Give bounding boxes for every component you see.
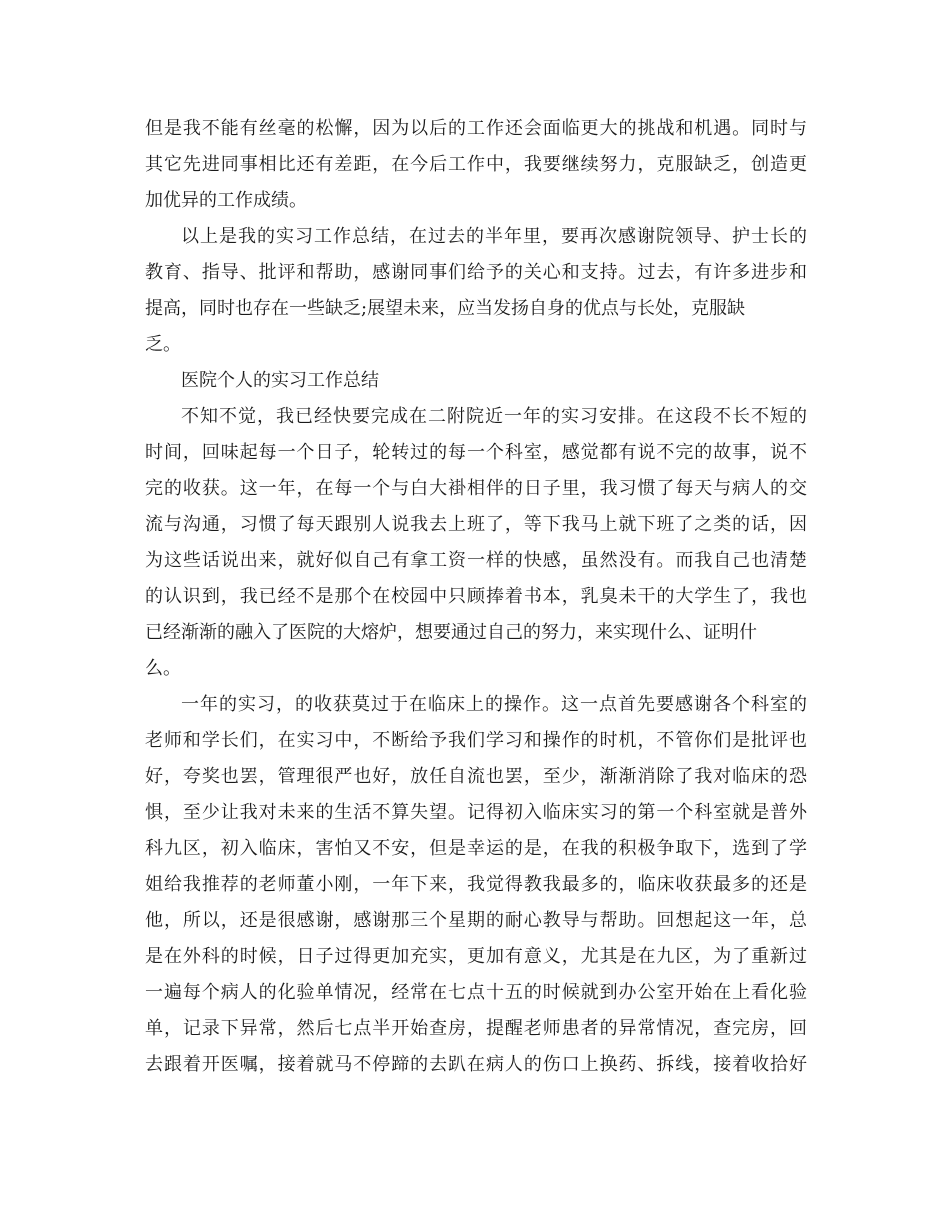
text-line: 不知不觉，我已经快要完成在二附院近一年的实习安排。在这段不长不短的 (181, 406, 807, 427)
document-body (145, 111, 807, 1083)
text-line: 其它先进同事相比还有差距，在今后工作中，我要继续努力，克服缺乏，创造更 (145, 154, 807, 175)
section-heading: 医院个人的实习工作总结 (181, 370, 379, 391)
text-line: 以上是我的实习工作总结，在过去的半年里，要再次感谢院领导、护士长的 (181, 226, 807, 247)
text-line: 的认识到，我已经不是那个在校园中只顾捧着书本，乳臭未干的大学生了，我也 (145, 586, 807, 607)
text-line: 时间，回味起每一个日子，轮转过的每一个科室，感觉都有说不完的故事，说不 (145, 442, 807, 463)
text-line: 一遍每个病人的化验单情况，经常在七点十五的时候就到办公室开始在上看化验 (145, 982, 807, 1003)
text-line: 么。 (145, 658, 181, 679)
text-line: 好，夸奖也罢，管理很严也好，放任自流也罢，至少，渐渐消除了我对临床的恐 (145, 766, 807, 787)
text-line: 流与沟通，习惯了每天跟别人说我去上班了，等下我马上就下班了之类的话，因 (145, 514, 807, 535)
text-line: 一年的实习，的收获莫过于在临床上的操作。这一点首先要感谢各个科室的 (181, 694, 807, 715)
text-line: 为这些话说出来，就好似自己有拿工资一样的快感，虽然没有。而我自己也清楚 (145, 550, 807, 571)
text-line: 姐给我推荐的老师董小刚，一年下来，我觉得教我最多的，临床收获最多的还是 (145, 874, 807, 895)
text-line: 科九区，初入临床，害怕又不安，但是幸运的是，在我的积极争取下，选到了学 (145, 838, 807, 859)
text-line: 老师和学长们，在实习中，不断给予我们学习和操作的时机，不管你们是批评也 (145, 730, 807, 751)
text-line: 去跟着开医嘱，接着就马不停蹄的去趴在病人的伤口上换药、拆线，接着收拾好 (145, 1054, 807, 1075)
text-line: 单，记录下异常，然后七点半开始查房，提醒老师患者的异常情况，查完房，回 (145, 1018, 807, 1039)
text-line: 惧，至少让我对未来的生活不算失望。记得初入临床实习的第一个科室就是普外 (145, 802, 807, 823)
text-line: 加优异的工作成绩。 (145, 190, 307, 211)
text-line: 完的收获。这一年，在每一个与白大褂相伴的日子里，我习惯了每天与病人的交 (145, 478, 807, 499)
text-line: 提高，同时也存在一些缺乏;展望未来，应当发扬自身的优点与长处，克服缺 (145, 298, 746, 319)
text-line: 已经渐渐的融入了医院的大熔炉，想要通过自己的努力，来实现什么、证明什 (145, 622, 757, 643)
text-line: 乏。 (145, 334, 181, 355)
text-line: 教育、指导、批评和帮助，感谢同事们给予的关心和支持。过去，有许多进步和 (145, 262, 807, 283)
text-line: 他，所以，还是很感谢，感谢那三个星期的耐心教导与帮助。回想起这一年，总 (145, 910, 807, 931)
text-line: 但是我不能有丝毫的松懈，因为以后的工作还会面临更大的挑战和机遇。同时与 (145, 118, 807, 139)
text-line: 是在外科的时候，日子过得更加充实，更加有意义，尤其是在九区，为了重新过 (145, 946, 807, 967)
